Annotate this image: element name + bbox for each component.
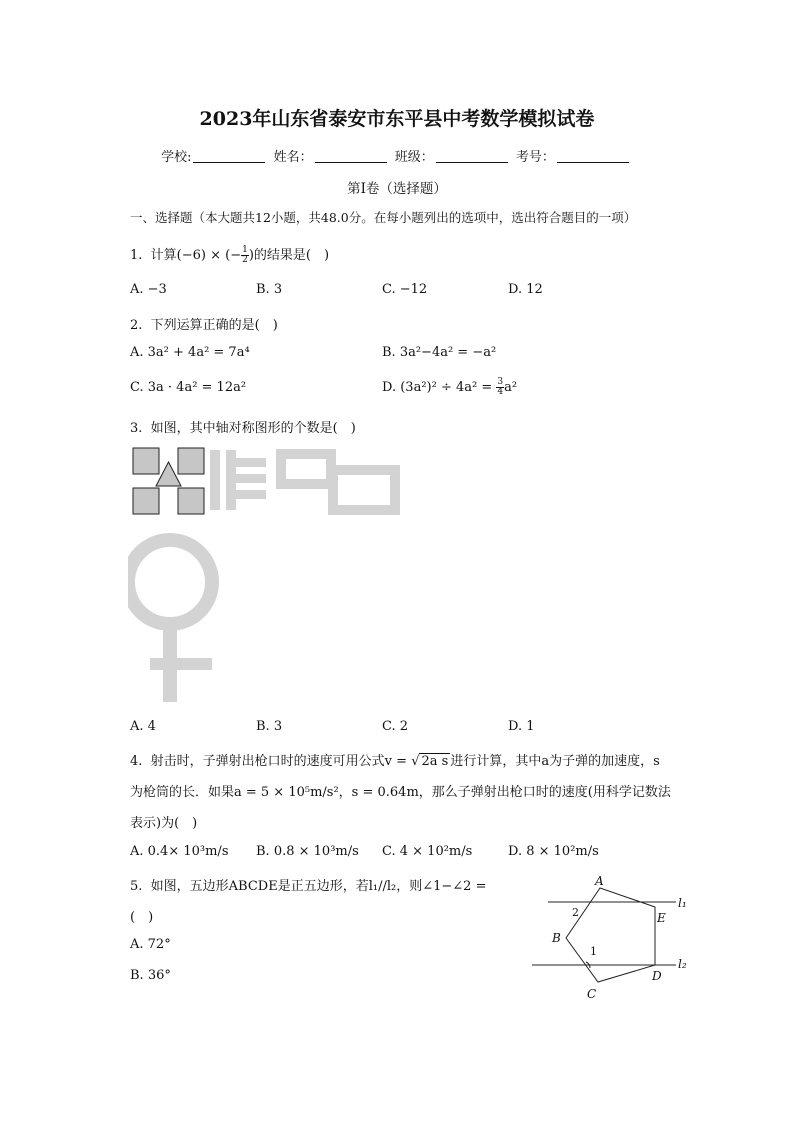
q2-option-c[interactable]: C. 3a · 4a² = 12a² — [130, 380, 247, 395]
q2-d-pre: D. (3a²)² ÷ 4a² = — [382, 380, 493, 395]
label-d: D — [652, 969, 662, 983]
q5-paren: ( ) — [130, 910, 154, 925]
q2-option-a[interactable]: A. 3a² + 4a² = 7a⁴ — [130, 345, 250, 360]
school-label: 学校: — [161, 150, 192, 165]
rectangles-shape-figure — [281, 454, 395, 510]
label-b: B — [552, 931, 561, 945]
q4-option-b[interactable]: B. 0.8 × 10³m/s — [256, 844, 359, 859]
q1-text-post: )的结果是( ) — [248, 248, 330, 263]
q3-text: 如图，其中轴对称图形的个数是( ) — [150, 421, 356, 436]
squares-triangle-figure — [133, 448, 204, 514]
q4-line1-pre: 射击时，子弹射出枪口时的速度可用公式v = — [150, 754, 408, 769]
q1-option-d[interactable]: D. 12 — [508, 282, 543, 297]
label-e: E — [657, 911, 666, 925]
q4-option-d[interactable]: D. 8 × 10²m/s — [508, 844, 599, 859]
question-2 — [130, 314, 278, 333]
exam-no-blank[interactable] — [557, 162, 629, 163]
q3-option-d[interactable]: D. 1 — [508, 719, 535, 734]
class-label: 班级： — [394, 150, 434, 165]
q2-option-d[interactable] — [382, 378, 517, 397]
q1-text-pre: 计算(−6) × (− — [150, 248, 242, 263]
angle-2-label: 2 — [572, 906, 579, 919]
q3-figures — [128, 444, 408, 706]
exam-no-label: 考号： — [515, 150, 555, 165]
question-4-line-3: 表示)为( ) — [130, 816, 198, 831]
name-blank[interactable] — [315, 162, 387, 163]
q2-d-frac-num: 3 — [497, 377, 504, 387]
female-symbol-figure — [128, 540, 212, 702]
question-4-line-1: 4. 射击时，子弹射出枪口时的速度可用公式v = √ 2a s 进行计算，其中a为子弹的加速度，s — [130, 754, 660, 769]
q5-option-b[interactable]: B. 36° — [130, 968, 171, 983]
label-l1: l₁ — [678, 896, 687, 910]
q1-option-c[interactable]: C. −12 — [382, 282, 428, 297]
q1-option-a[interactable]: A. −3 — [130, 282, 167, 297]
q4-sqrt-expr: 2a s — [421, 754, 449, 769]
q2-option-b[interactable]: B. 3a²−4a² = −a² — [382, 345, 497, 360]
q1-number: 1. — [130, 248, 143, 263]
school-blank[interactable] — [193, 162, 265, 163]
angle-1-label: 1 — [590, 945, 597, 958]
q1-fraction — [241, 246, 249, 265]
q1-option-b[interactable]: B. 3 — [256, 282, 283, 297]
q4-option-a[interactable]: A. 0.4× 10³m/s — [130, 844, 229, 859]
part-title: 第I卷（选择题） — [347, 181, 447, 197]
class-blank[interactable] — [436, 162, 508, 163]
q2-text: 下列运算正确的是( ) — [150, 318, 278, 333]
section-title: 一、选择题（本大题共12小题，共48.0分。在每小题列出的选项中，选出符合题目的一项） — [130, 210, 637, 225]
pentagon-figure — [528, 872, 698, 1004]
question-3 — [130, 417, 356, 436]
q3-option-a[interactable]: A. 4 — [130, 719, 156, 734]
q4-option-c[interactable]: C. 4 × 10²m/s — [382, 844, 473, 859]
q3-option-c[interactable]: C. 2 — [382, 719, 409, 734]
q2-d-fraction — [496, 378, 504, 397]
question-5 — [130, 875, 486, 894]
question-1 — [130, 244, 329, 265]
q5-number: 5. — [130, 879, 143, 894]
q5-text: 如图，五边形ABCDE是正五边形，若l₁//l₂，则∠1−∠2 = — [150, 879, 487, 894]
student-info-line — [0, 146, 794, 165]
label-c: C — [587, 987, 597, 1001]
name-label: 姓名： — [273, 150, 313, 165]
q3-option-b[interactable]: B. 3 — [256, 719, 283, 734]
q5-option-a[interactable]: A. 72° — [130, 937, 171, 952]
q2-number: 2. — [130, 318, 143, 333]
q4-number: 4. — [130, 754, 143, 769]
question-4-line-2: 为枪筒的长．如果a = 5 × 10⁵m/s²，s = 0.64m，那么子弹射出枪口时的速度(用科学记数法 — [130, 785, 671, 800]
page-title: 2023年山东省泰安市东平县中考数学模拟试卷 — [199, 108, 595, 130]
q2-d-frac-den: 4 — [497, 387, 504, 397]
q1-frac-num: 1 — [242, 245, 248, 255]
q4-line1-post: 进行计算，其中a为子弹的加速度，s — [450, 754, 660, 769]
label-a: A — [595, 874, 604, 888]
q2-d-post: a² — [504, 380, 518, 395]
label-l2: l₂ — [678, 957, 687, 971]
q3-number: 3. — [130, 421, 143, 436]
q1-frac-den: 2 — [242, 255, 248, 265]
character-shape-figure — [210, 450, 266, 510]
